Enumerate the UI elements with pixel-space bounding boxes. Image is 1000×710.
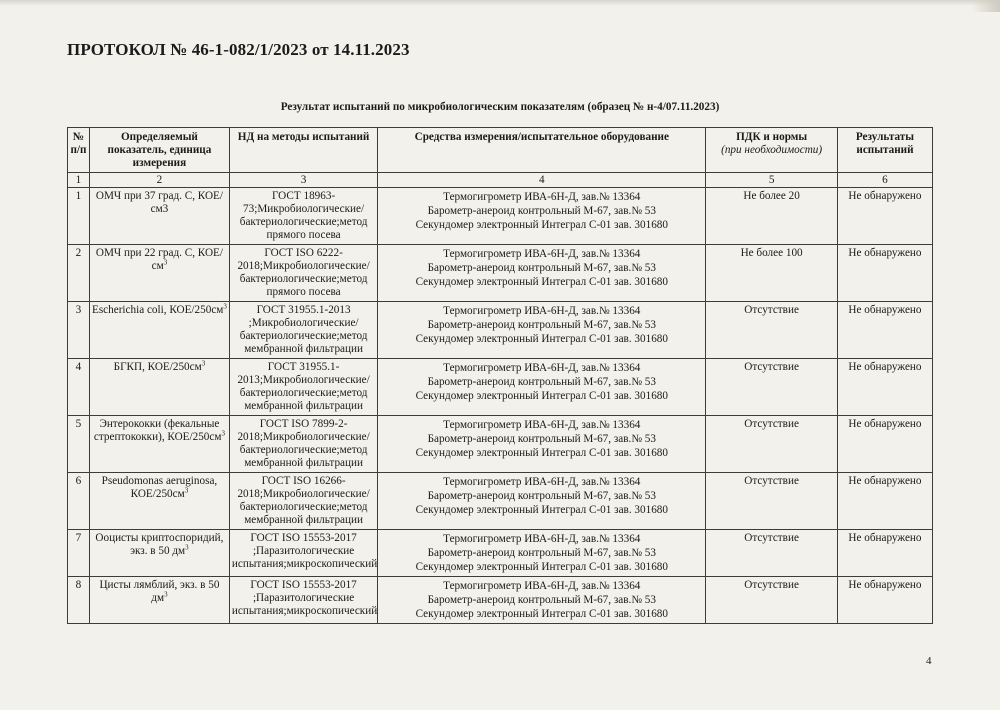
equipment-line: Термогигрометр ИВА-6Н-Д, зав.№ 13364 [443, 191, 641, 203]
method-cell: ГОСТ 31955.1-2013;Микробиологические/бактериологические;метод мембранной фильтрации [229, 359, 377, 416]
method-cell: ГОСТ 31955.1-2013 ;Микробиологические/бактериологические;метод мембранной фильтрации [229, 302, 377, 359]
method-cell: ГОСТ 18963-73;Микробиологические/бактериологические;метод прямого посева [229, 188, 377, 245]
indicator-unit-exponent: 3 [163, 258, 168, 267]
table-caption: Результат испытаний по микробиологическим показателям (образец № н-4/07.11.2023) [280, 101, 720, 113]
equipment-line: Термогигрометр ИВА-6Н-Д, зав.№ 13364 [443, 248, 641, 260]
table-header-row [68, 128, 933, 173]
table-row [68, 188, 933, 245]
indicator-unit-exponent: 3 [223, 302, 227, 311]
indicator-text: Pseudomonas aeruginosa, КОЕ/250см [101, 475, 218, 500]
column-number-cell: 3 [229, 173, 377, 188]
result-cell: Не обнаружено [837, 302, 932, 359]
result-cell: Не обнаружено [837, 188, 932, 245]
table-row [68, 245, 933, 302]
result-cell: Не обнаружено [837, 577, 932, 624]
table-row [68, 473, 933, 530]
equipment-cell [378, 302, 706, 359]
norm-cell: Не более 100 [706, 245, 838, 302]
indicator-cell [89, 530, 229, 577]
equipment-line: Термогигрометр ИВА-6Н-Д, зав.№ 13364 [443, 305, 641, 317]
result-cell: Не обнаружено [837, 245, 932, 302]
table-row [68, 577, 933, 624]
equipment-line: Термогигрометр ИВА-6Н-Д, зав.№ 13364 [443, 533, 641, 545]
indicator-unit-exponent: 3 [184, 486, 189, 495]
equipment-line: Секундомер электронный Интеграл С-01 зав. 301680 [415, 504, 668, 516]
indicator-text: Ооцисты криптоспоридий, экз. в 50 дм [95, 532, 224, 557]
protocol-title: ПРОТОКОЛ № 46-1-082/1/2023 от 14.11.2023 [67, 40, 410, 59]
header-norm [706, 128, 838, 173]
indicator-text: Цисты лямблий, экз. в 50 дм [99, 579, 220, 604]
equipment-cell [378, 188, 706, 245]
row-number-cell: 4 [68, 359, 90, 416]
page-number: 4 [926, 655, 932, 667]
equipment-line: Секундомер электронный Интеграл С-01 зав. 301680 [415, 561, 668, 573]
norm-cell: Не более 20 [706, 188, 838, 245]
equipment-line: Барометр-анероид контрольный М-67, зав.№ 53 [427, 262, 656, 274]
indicator-cell [89, 577, 229, 624]
equipment-cell [378, 245, 706, 302]
row-number-cell: 5 [68, 416, 90, 473]
equipment-cell [378, 416, 706, 473]
result-cell: Не обнаружено [837, 530, 932, 577]
equipment-line: Барометр-анероид контрольный М-67, зав.№ 53 [427, 205, 656, 217]
method-cell: ГОСТ ISO 15553-2017 ;Паразитологические испытания;микроскопический [229, 530, 377, 577]
equipment-line: Секундомер электронный Интеграл С-01 зав. 301680 [415, 219, 668, 231]
indicator-unit-exponent: 3 [185, 543, 189, 552]
norm-cell: Отсутствие [706, 577, 838, 624]
result-cell: Не обнаружено [837, 473, 932, 530]
indicator-cell [89, 245, 229, 302]
row-number-cell: 2 [68, 245, 90, 302]
table-row [68, 359, 933, 416]
results-table [67, 127, 933, 624]
scan-corner-shadow [972, 0, 1000, 12]
equipment-line: Барометр-анероид контрольный М-67, зав.№ 53 [427, 433, 656, 445]
row-number-cell: 6 [68, 473, 90, 530]
equipment-line: Термогигрометр ИВА-6Н-Д, зав.№ 13364 [443, 419, 641, 431]
equipment-cell [378, 530, 706, 577]
row-number-cell: 1 [68, 188, 90, 245]
indicator-text: ОМЧ при 37 град. С, КОЕ/см3 [95, 190, 223, 215]
equipment-line: Барометр-анероид контрольный М-67, зав.№ 53 [427, 319, 656, 331]
equipment-line: Секундомер электронный Интеграл С-01 зав. 301680 [415, 608, 668, 620]
indicator-text: Энтерококки (фекальные стрептококки), КОЕ/250см [93, 418, 222, 443]
row-number-cell: 8 [68, 577, 90, 624]
result-cell: Не обнаружено [837, 359, 932, 416]
header-result: Результаты испытаний [837, 128, 932, 173]
indicator-unit-exponent: 3 [164, 590, 168, 599]
equipment-line: Барометр-анероид контрольный М-67, зав.№ 53 [427, 490, 656, 502]
indicator-cell [89, 302, 229, 359]
scan-top-edge [0, 0, 1000, 6]
indicator-unit-exponent: 3 [201, 359, 206, 368]
header-method: НД на методы испытаний [229, 128, 377, 173]
equipment-line: Секундомер электронный Интеграл С-01 зав. 301680 [415, 333, 668, 345]
indicator-text: Escherichia coli, КОЕ/250см [91, 304, 224, 316]
table-row [68, 416, 933, 473]
indicator-cell [89, 473, 229, 530]
method-cell: ГОСТ ISO 7899-2-2018;Микробиологические/бактериологические;метод мембранной фильтрации [229, 416, 377, 473]
equipment-line: Секундомер электронный Интеграл С-01 зав. 301680 [415, 276, 668, 288]
header-norm-label: ПДК и нормы [736, 131, 808, 143]
header-equipment: Средства измерения/испытательное оборудование [378, 128, 706, 173]
table-body [68, 188, 933, 624]
equipment-cell [378, 473, 706, 530]
column-number-cell: 5 [706, 173, 838, 188]
method-cell: ГОСТ ISO 15553-2017 ;Паразитологические испытания;микроскопический [229, 577, 377, 624]
equipment-line: Секундомер электронный Интеграл С-01 зав. 301680 [415, 447, 668, 459]
row-number-cell: 3 [68, 302, 90, 359]
indicator-cell [89, 359, 229, 416]
header-indicator: Определяемый показатель, единица измерения [89, 128, 229, 173]
equipment-line: Термогигрометр ИВА-6Н-Д, зав.№ 13364 [443, 476, 641, 488]
indicator-cell [89, 188, 229, 245]
indicator-cell [89, 416, 229, 473]
indicator-text: ОМЧ при 22 град. С, КОЕ/см [95, 247, 223, 272]
row-number-cell: 7 [68, 530, 90, 577]
norm-cell: Отсутствие [706, 473, 838, 530]
equipment-line: Секундомер электронный Интеграл С-01 зав. 301680 [415, 390, 668, 402]
indicator-text: БГКП, КОЕ/250см [113, 361, 202, 373]
norm-cell: Отсутствие [706, 302, 838, 359]
column-number-cell: 2 [89, 173, 229, 188]
norm-cell: Отсутствие [706, 530, 838, 577]
column-number-cell: 1 [68, 173, 90, 188]
equipment-line: Термогигрометр ИВА-6Н-Д, зав.№ 13364 [443, 580, 641, 592]
method-cell: ГОСТ ISO 16266-2018;Микробиологические/бактериологические;метод мембранной фильтрации [229, 473, 377, 530]
equipment-line: Барометр-анероид контрольный М-67, зав.№ 53 [427, 376, 656, 388]
header-norm-note: (при необходимости) [721, 144, 823, 156]
equipment-cell [378, 577, 706, 624]
method-cell: ГОСТ ISO 6222-2018;Микробиологические/бактериологические;метод прямого посева [229, 245, 377, 302]
norm-cell: Отсутствие [706, 416, 838, 473]
equipment-cell [378, 359, 706, 416]
column-number-cell: 4 [378, 173, 706, 188]
header-num: № п/п [68, 128, 90, 173]
table-row [68, 530, 933, 577]
equipment-line: Барометр-анероид контрольный М-67, зав.№ 53 [427, 594, 656, 606]
column-number-row [68, 173, 933, 188]
result-cell: Не обнаружено [837, 416, 932, 473]
indicator-unit-exponent: 3 [221, 429, 225, 438]
column-number-cell: 6 [837, 173, 932, 188]
norm-cell: Отсутствие [706, 359, 838, 416]
table-row [68, 302, 933, 359]
equipment-line: Барометр-анероид контрольный М-67, зав.№ 53 [427, 547, 656, 559]
equipment-line: Термогигрометр ИВА-6Н-Д, зав.№ 13364 [443, 362, 641, 374]
